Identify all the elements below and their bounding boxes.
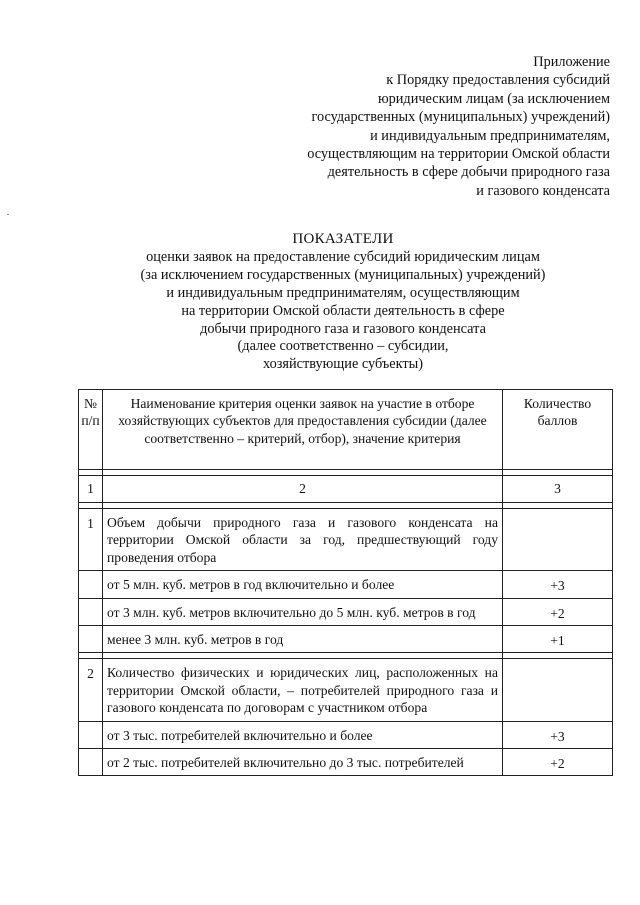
row-number	[79, 749, 103, 776]
row-number	[79, 598, 103, 625]
table-header-row	[79, 390, 613, 470]
row-number	[79, 626, 103, 653]
document-heading	[80, 231, 606, 374]
table-row	[79, 571, 613, 598]
table-row	[79, 626, 613, 653]
appendix-line: деятельность в сфере добычи природного газа	[327, 164, 610, 181]
table-row	[79, 749, 613, 776]
heading-line: на территории Омской области деятельность в сфере	[181, 302, 505, 319]
row-points	[503, 659, 613, 721]
row-number: 1	[79, 509, 103, 571]
heading-line: (за исключением государственных (муниципальных) учреждений)	[140, 266, 546, 283]
row-criterion: Количество физических и юридических лиц, расположенных на территории Омской области, – потребителей природного газа и газового конденсата по договорам с участником отбора	[103, 659, 503, 721]
row-criterion: от 3 млн. куб. метров включительно до 5 млн. куб. метров в год	[103, 598, 503, 625]
header-criterion: Наименование критерия оценки заявок на участие в отборе хозяйствующих субъектов для предоставления субсидии (далее соответственно – критерий, отбор), значение критерия	[103, 390, 503, 470]
heading-line: и индивидуальным предпринимателям, осуществляющим	[166, 284, 520, 301]
criteria-table	[78, 389, 613, 776]
appendix-line: государственных (муниципальных) учреждений)	[311, 109, 610, 126]
row-criterion: менее 3 млн. куб. метров в год	[103, 626, 503, 653]
row-points: +3	[503, 721, 613, 748]
row-points: +2	[503, 749, 613, 776]
row-criterion: от 3 тыс. потребителей включительно и более	[103, 721, 503, 748]
heading-line: добычи природного газа и газового конденсата	[200, 320, 486, 337]
heading-line: оценки заявок на предоставление субсидий юридическим лицам	[146, 248, 540, 265]
column-number: 1	[79, 476, 103, 503]
heading-line: хозяйствующие субъекты)	[262, 356, 424, 373]
header-number: № п/п	[79, 390, 103, 470]
appendix-line: юридическим лицам (за исключением	[377, 90, 610, 107]
appendix-line: Приложение	[533, 54, 610, 70]
table-row	[79, 509, 613, 571]
appendix-block	[250, 53, 610, 200]
row-points: +1	[503, 626, 613, 653]
row-criterion: Объем добычи природного газа и газового конденсата на территории Омской области за год, предшествующий году проведения отбора	[103, 509, 503, 571]
row-criterion: от 2 тыс. потребителей включительно до 3 тыс. потребителей	[103, 749, 503, 776]
row-points: +3	[503, 571, 613, 598]
appendix-line: и индивидуальным предпринимателям,	[370, 127, 610, 144]
table-row	[79, 659, 613, 721]
row-number	[79, 571, 103, 598]
row-number	[79, 721, 103, 748]
row-criterion: от 5 млн. куб. метров в год включительно и более	[103, 571, 503, 598]
column-number: 3	[503, 476, 613, 503]
appendix-line: осуществляющим на территории Омской области	[307, 146, 610, 163]
column-number: 2	[103, 476, 503, 503]
row-points: +2	[503, 598, 613, 625]
column-number-row	[79, 476, 613, 503]
row-number: 2	[79, 659, 103, 721]
appendix-line: к Порядку предоставления субсидий	[386, 72, 610, 89]
margin-mark	[7, 214, 9, 215]
table-row	[79, 598, 613, 625]
heading-line: (далее соответственно – субсидии,	[237, 338, 449, 355]
header-points: Количество баллов	[503, 390, 613, 470]
appendix-line: и газового конденсата	[476, 182, 610, 199]
document-title: ПОКАЗАТЕЛИ	[292, 231, 394, 247]
table-row	[79, 721, 613, 748]
row-points	[503, 509, 613, 571]
